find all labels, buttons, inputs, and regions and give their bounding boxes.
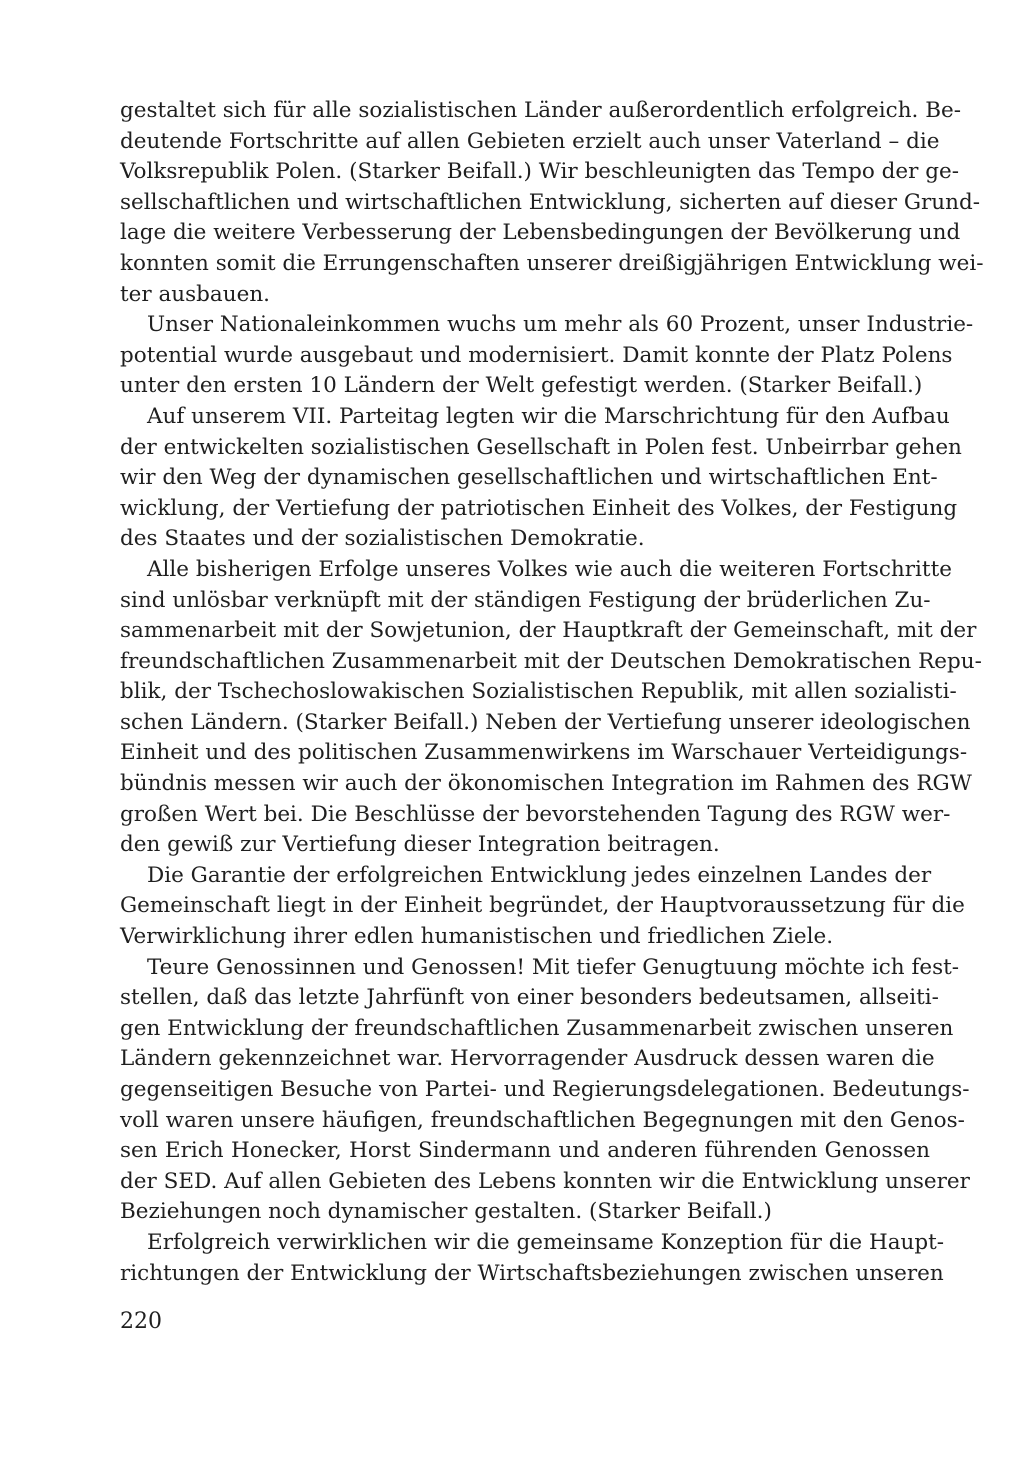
text-line: gen Entwicklung der freundschaftlichen Zusammenarbeit zwischen unseren (120, 1015, 954, 1041)
text-line: potential wurde ausgebaut und modernisiert. Damit konnte der Platz Polens (120, 342, 953, 368)
text-line: stellen, daß das letzte Jahrfünft von einer besonders bedeutsamen, allseiti- (120, 985, 939, 1011)
text-line: lage die weitere Verbesserung der Lebensbedingungen der Bevölkerung und (120, 220, 961, 246)
text-line: Einheit und des politischen Zusammenwirkens im Warschauer Verteidigungs- (120, 740, 968, 766)
text-line: sammenarbeit mit der Sowjetunion, der Hauptkraft der Gemeinschaft, mit der (120, 618, 977, 644)
text-line: Die Garantie der erfolgreichen Entwicklung jedes einzelnen Landes der (147, 862, 932, 888)
text-line: Teure Genossinnen und Genossen! Mit tiefer Genugtuung möchte ich fest- (147, 954, 960, 980)
text-line: gestaltet sich für alle sozialistischen Länder außerordentlich erfolgreich. Be- (120, 98, 961, 123)
text-line: sellschaftlichen und wirtschaftlichen Entwicklung, sicherten auf dieser Grund- (120, 189, 980, 215)
text-line: wicklung, der Vertiefung der patriotischen Einheit des Volkes, der Festigung (120, 495, 958, 521)
body-text (120, 96, 984, 1289)
text-line: freundschaftlichen Zusammenarbeit mit der Deutschen Demokratischen Repu- (120, 648, 982, 674)
text-line: bündnis messen wir auch der ökonomischen Integration im Rahmen des RGW (120, 771, 972, 797)
text-line: gegenseitigen Besuche von Partei- und Regierungsdelegationen. Bedeutungs- (120, 1077, 970, 1102)
text-line: den gewiß zur Vertiefung dieser Integration beitragen. (120, 832, 720, 858)
text-line: schen Ländern. (Starker Beifall.) Neben der Vertiefung unserer ideologischen (120, 709, 971, 735)
text-line: wir den Weg der dynamischen gesellschaftlichen und wirtschaftlichen Ent- (120, 465, 938, 491)
text-line: Verwirklichung ihrer edlen humanistischen und friedlichen Ziele. (120, 924, 834, 950)
text-line: großen Wert bei. Die Beschlüsse der bevorstehenden Tagung des RGW wer- (120, 801, 951, 827)
text-line: voll waren unsere häufigen, freundschaftlichen Begegnungen mit den Genos- (120, 1107, 965, 1133)
text-line: Gemeinschaft liegt in der Einheit begründet, der Hauptvoraussetzung für die (120, 893, 965, 919)
text-line: Alle bisherigen Erfolge unseres Volkes wie auch die weiteren Fortschritte (147, 556, 952, 582)
text-line: blik, der Tschechoslowakischen Sozialistischen Republik, mit allen sozialisti- (120, 679, 957, 705)
text-line: ter ausbauen. (120, 281, 271, 307)
text-line: Volksrepublik Polen. (Starker Beifall.) Wir beschleunigten das Tempo der ge- (120, 159, 959, 185)
text-line: der entwickelten sozialistischen Gesellschaft in Polen fest. Unbeirrbar gehen (120, 434, 962, 460)
text-line: sind unlösbar verknüpft mit der ständigen Festigung der brüderlichen Zu- (120, 587, 931, 613)
text-line: Beziehungen noch dynamischer gestalten. (Starker Beifall.) (120, 1199, 772, 1225)
text-line: Erfolgreich verwirklichen wir die gemeinsame Konzeption für die Haupt- (147, 1229, 945, 1255)
page-number: 220 (120, 1309, 162, 1334)
text-line: der SED. Auf allen Gebieten des Lebens konnten wir die Entwicklung unserer (120, 1168, 970, 1194)
text-line: richtungen der Entwicklung der Wirtschaftsbeziehungen zwischen unseren (120, 1260, 944, 1286)
text-line: sen Erich Honecker, Horst Sindermann und anderen führenden Genossen (120, 1138, 930, 1164)
text-line: unter den ersten 10 Ländern der Welt gefestigt werden. (Starker Beifall.) (120, 373, 923, 399)
text-line: Ländern gekennzeichnet war. Hervorragender Ausdruck dessen waren die (120, 1046, 935, 1072)
text-line: Auf unserem VII. Parteitag legten wir die Marschrichtung für den Aufbau (147, 403, 950, 429)
text-line: des Staates und der sozialistischen Demokratie. (120, 526, 645, 552)
text-line: konnten somit die Errungenschaften unserer dreißigjährigen Entwicklung wei- (120, 250, 984, 276)
text-line: deutende Fortschritte auf allen Gebieten erzielt auch unser Vaterland – die (120, 128, 940, 154)
text-line: Unser Nationaleinkommen wuchs um mehr als 60 Prozent, unser Industrie- (147, 312, 974, 338)
